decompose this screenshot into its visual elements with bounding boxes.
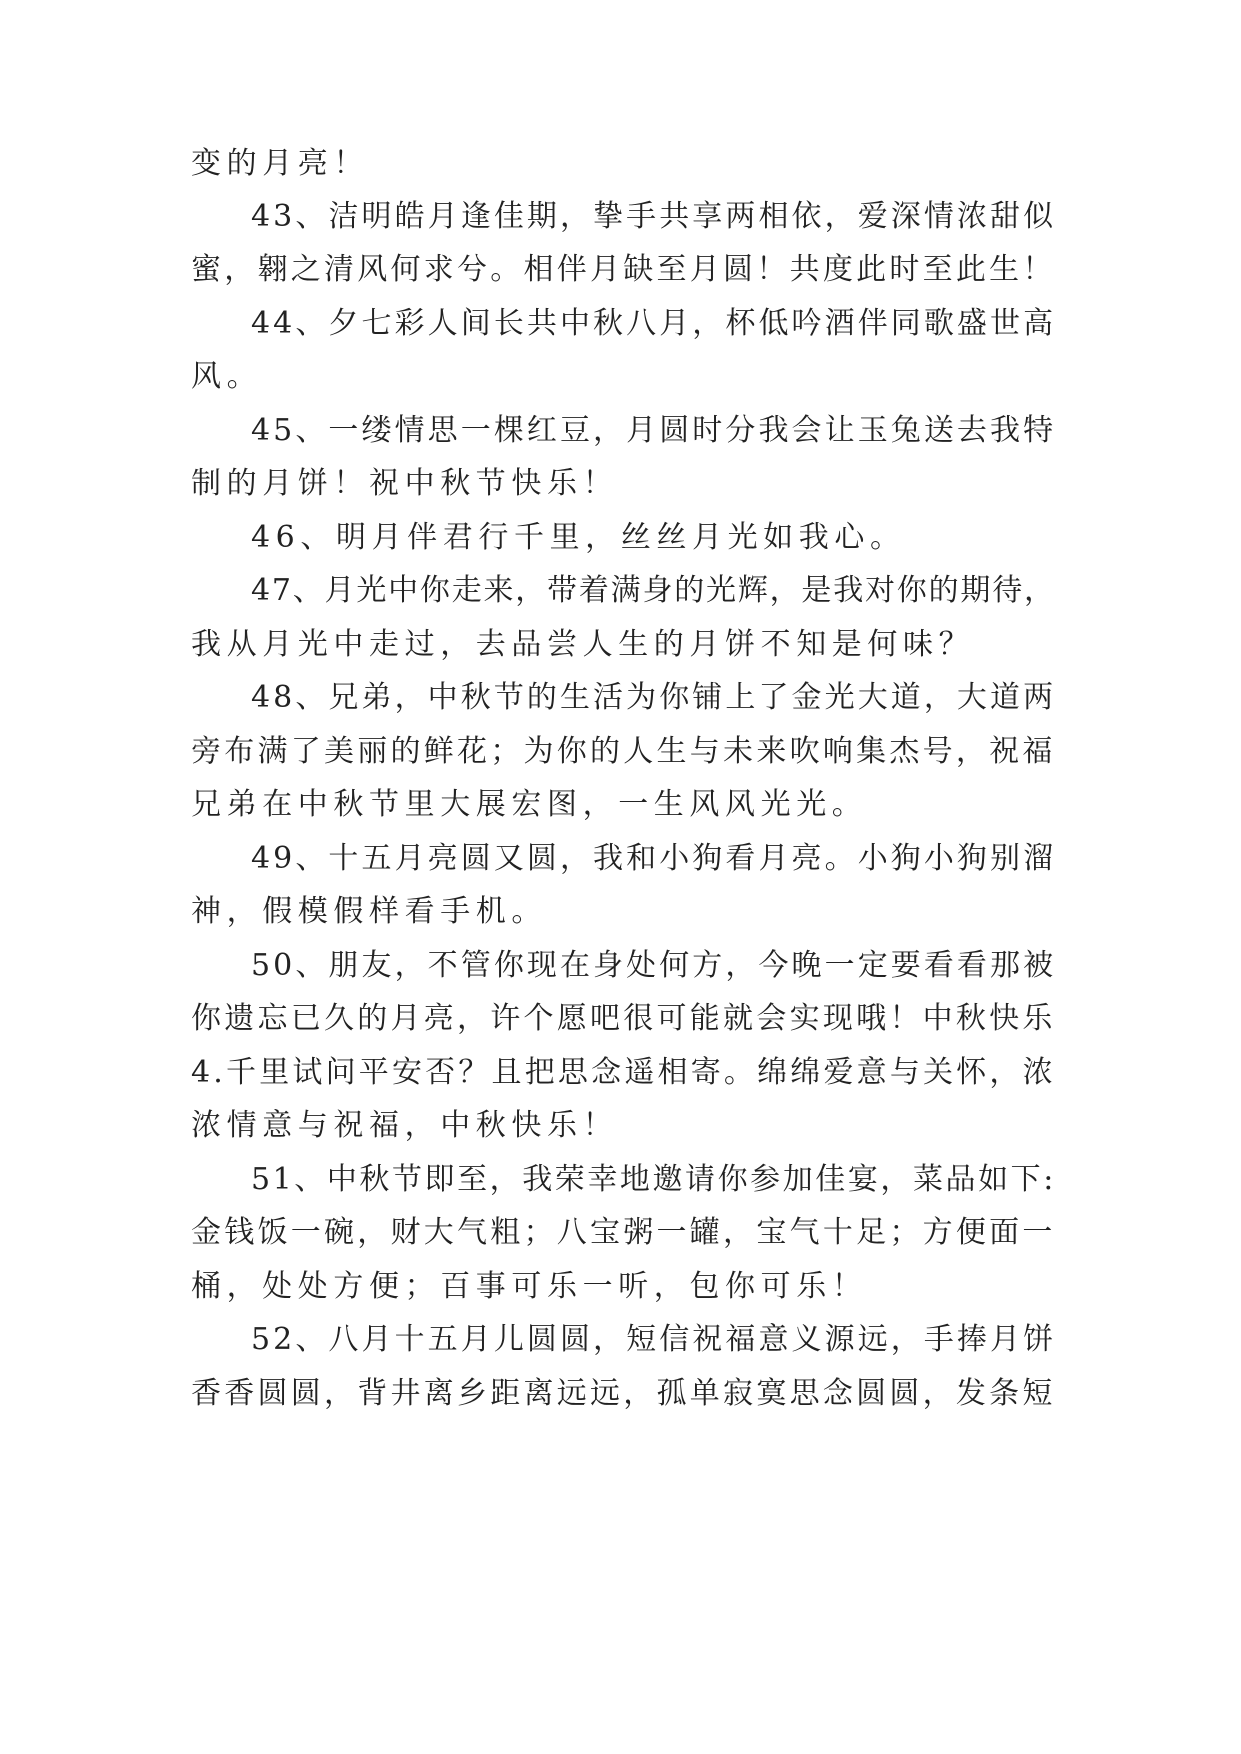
text-line: 4.千里试问平安否？且把思念遥相寄。绵绵爱意与关怀，浓 [191, 1055, 1056, 1090]
text-line: 你遗忘已久的月亮，许个愿吧很可能就会实现哦！中秋快乐 [191, 1001, 1056, 1036]
text-line: 47、月光中你走来，带着满身的光辉，是我对你的期待， [251, 573, 1056, 608]
text-line: 兄弟在中秋节里大展宏图，一生风风光光。 [191, 787, 868, 822]
text-line: 变的月亮！ [191, 146, 369, 181]
text-line: 制的月饼！祝中秋节快乐！ [191, 466, 619, 501]
text-line: 桶，处处方便；百事可乐一听，包你可乐！ [191, 1269, 868, 1304]
text-line: 神，假模假样看手机。 [191, 894, 547, 929]
text-line: 蜜，翱之清风何求兮。相伴月缺至月圆！共度此时至此生！ [191, 252, 1056, 287]
text-line: 52、八月十五月儿圆圆，短信祝福意义源远，手捧月饼 [251, 1322, 1057, 1357]
text-line: 49、十五月亮圆又圆，我和小狗看月亮。小狗小狗别溜 [251, 841, 1057, 876]
text-line: 金钱饭一碗，财大气粗；八宝粥一罐，宝气十足；方便面一 [191, 1215, 1056, 1250]
text-line: 浓情意与祝福，中秋快乐！ [191, 1108, 619, 1143]
text-line: 43、洁明皓月逢佳期，挚手共享两相依，爱深情浓甜似 [251, 199, 1057, 234]
text-line: 我从月光中走过，去品尝人生的月饼不知是何味？ [191, 627, 975, 662]
text-line: 51、中秋节即至，我荣幸地邀请你参加佳宴，菜品如下: [251, 1162, 1056, 1197]
text-line: 风。 [191, 359, 263, 394]
text-line: 45、一缕情思一棵红豆，月圆时分我会让玉兔送去我特 [251, 413, 1057, 448]
text-line: 48、兄弟，中秋节的生活为你铺上了金光大道，大道两 [251, 680, 1057, 715]
text-line: 香香圆圆，背井离乡距离远远，孤单寂寞思念圆圆，发条短 [191, 1376, 1056, 1411]
text-line: 44、夕七彩人间长共中秋八月，杯低吟酒伴同歌盛世高 [251, 306, 1057, 341]
text-line: 50、朋友，不管你现在身处何方，今晚一定要看看那被 [251, 948, 1057, 983]
text-line: 旁布满了美丽的鲜花；为你的人生与未来吹响集杰号，祝福 [191, 734, 1056, 769]
text-line: 46、明月伴君行千里，丝丝月光如我心。 [251, 520, 906, 555]
